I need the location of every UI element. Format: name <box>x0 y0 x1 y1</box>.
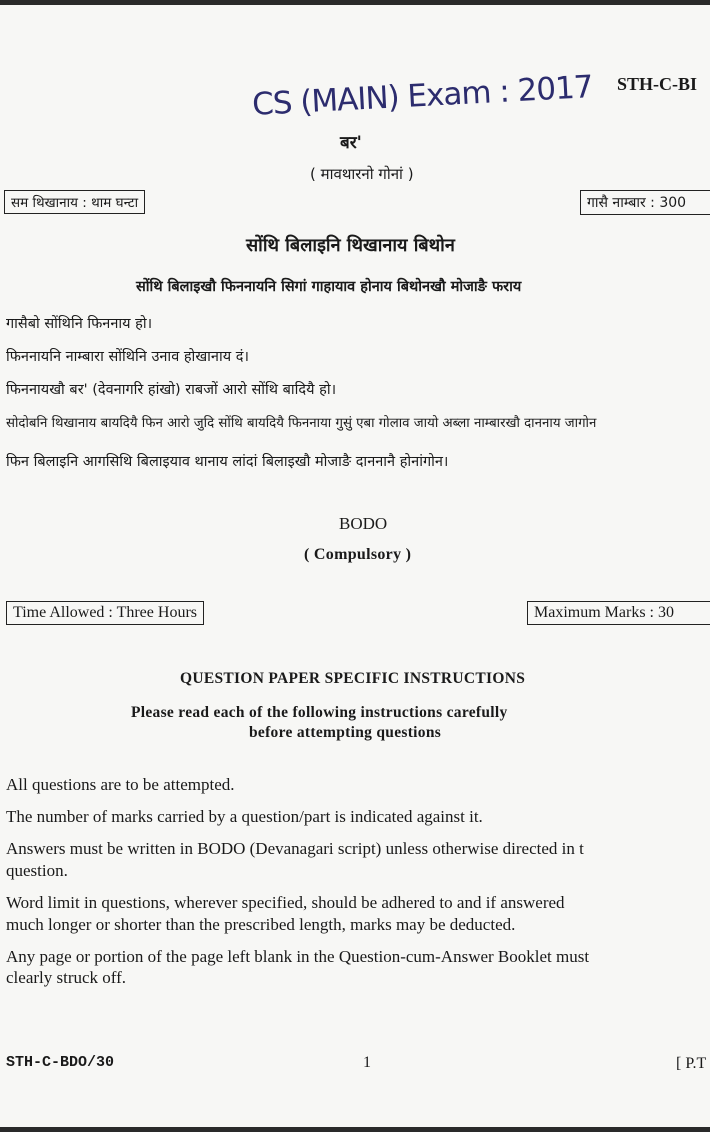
instruction-line: Answers must be written in BODO (Devanagari script) unless otherwise directed in t <box>6 839 584 858</box>
bodo-line: फिन बिलाइनि आगसिथि बिलाइयाव थानाय लांदां बिलाइखौ मोजाङै दाननानै होनांगोन। <box>6 454 449 470</box>
bodo-line: फिननायनि नाम्बारा सोंथिनि उनाव होखानाय दं। <box>6 349 249 365</box>
top-edge-rule <box>0 0 710 5</box>
bodo-instructions-title: सोंथि बिलाइनि थिखानाय बिथोन <box>246 235 455 256</box>
bodo-line: गासैबो सोंथिनि फिननाय हो। <box>6 316 153 332</box>
instruction-line: The number of marks carried by a question/part is indicated against it. <box>6 807 483 826</box>
marks-box-bodo: गासै नाम्बार : 300 <box>580 190 710 215</box>
time-allowed-box: Time Allowed : Three Hours <box>6 601 204 625</box>
instructions-heading: QUESTION PAPER SPECIFIC INSTRUCTIONS <box>180 670 526 687</box>
instruction-line: All questions are to be attempted. <box>6 775 235 794</box>
page-number: 1 <box>363 1054 371 1071</box>
compulsory-bodo: ( मावथारनो गोनां ) <box>310 165 414 183</box>
instruction-line: much longer or shorter than the prescribed length, marks may be deducted. <box>6 915 516 934</box>
paper-code: STH-C-BI <box>617 74 698 94</box>
subject-english: BODO <box>339 514 388 533</box>
compulsory-english: ( Compulsory ) <box>304 546 412 563</box>
instructions-sub-2: before attempting questions <box>249 724 442 741</box>
bodo-line: फिननायखौ बर' (देवनागरि हांखो) राबजों आरो सोंथि बादियै हो। <box>6 382 337 398</box>
subject-bodo: बर' <box>340 133 362 153</box>
footer-code: STH-C-BDO/30 <box>6 1054 115 1071</box>
exam-stamp: CS (MAIN) Exam : 2017 <box>251 69 594 123</box>
bodo-line: सोदोबनि थिखानाय बायदियै फिन आरो जुदि सोंथि बायदियै फिननाया गुसुं एबा गोलाव जायो अब्ला नाम्बारखौ दाननाय जागोन <box>6 416 597 431</box>
please-turn-over: [ P.T <box>676 1055 707 1072</box>
instruction-line: clearly struck off. <box>6 968 127 987</box>
time-box-bodo: सम थिखानाय : थाम घन्टा <box>4 190 145 214</box>
bottom-edge-rule <box>0 1127 710 1132</box>
instruction-line: question. <box>6 861 68 880</box>
instructions-sub-1: Please read each of the following instructions carefully <box>131 704 508 721</box>
bodo-instructions-subtitle: सोंथि बिलाइखौ फिननायनि सिगां गाहायाव होनाय बिथोनखौ मोजाङै फराय <box>136 279 522 295</box>
instruction-line: Any page or portion of the page left blank in the Question-cum-Answer Booklet must <box>6 947 590 966</box>
maximum-marks-box: Maximum Marks : 30 <box>527 601 710 625</box>
instruction-line: Word limit in questions, wherever specified, should be adhered to and if answered <box>6 893 565 912</box>
